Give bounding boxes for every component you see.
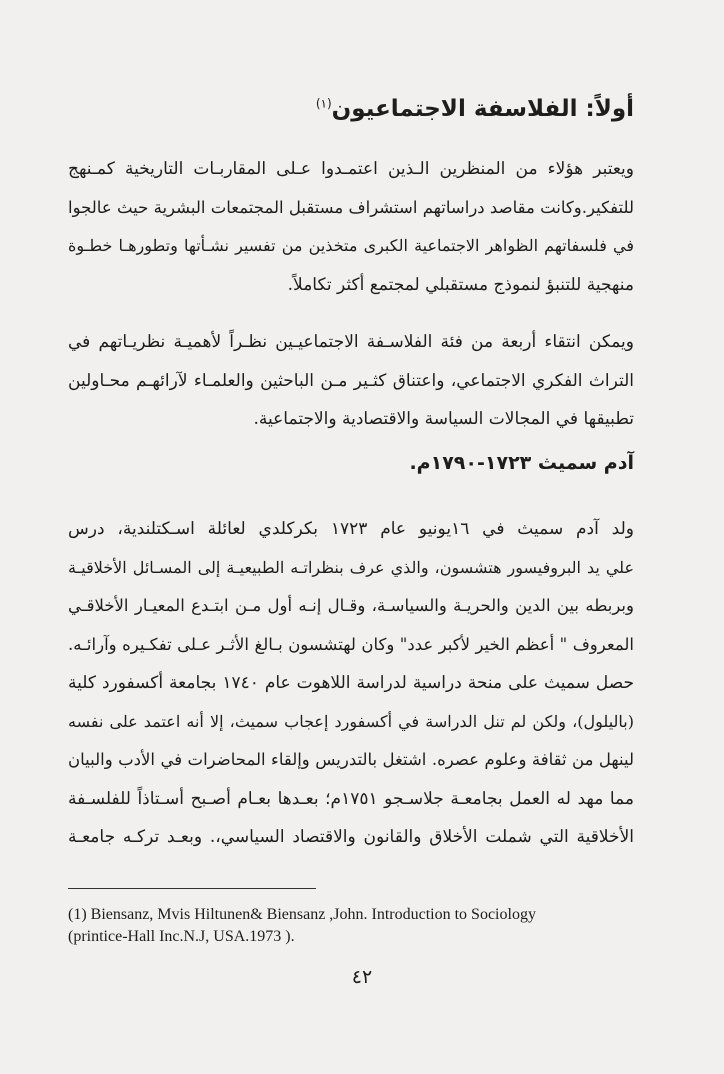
footnote-separator <box>68 888 316 889</box>
paragraph-philosophers <box>68 150 634 304</box>
subheading-adam-smith: آدم سميث ١٧٢٣-١٧٩٠م. <box>409 452 634 474</box>
text-line: الأخلاقية التي شملت الأخلاق والقانون والاقتصاد السياسي،. وبعـد تركـه جامعـة <box>68 827 634 847</box>
footnote-line: (printice-Hall Inc.N.J, USA.1973 ). <box>68 928 295 945</box>
text-line: في فلسفاتهم الظواهر الاجتماعية الكبرى متخذين من تفسير نشـأتها وتطورهـا خطـوة <box>68 236 634 255</box>
section-heading-text: أولاً: الفلاسفة الاجتماعيون <box>331 96 634 122</box>
text-line: للتفكير.وكانت مقاصد دراساتهم استشراف مستقبل المجتمعات البشرية حيث عالجوا <box>68 197 634 217</box>
text-line: مما مهد له العمل بجامعـة جلاسـجو ١٧٥١م؛ بعـدها بعـام أصـبح أسـتاذاً للفلسـفة <box>68 788 634 809</box>
footnote-reference: (١) <box>315 96 332 111</box>
paragraph-selection <box>68 323 634 439</box>
text-line: تطبيقها في المجالات السياسة والاقتصادية والاجتماعية. <box>253 409 634 429</box>
paragraph-adam-smith <box>68 510 634 857</box>
text-line: حصل سميث على منحة دراسية لدراسة اللاهوت عام ١٧٤٠ بجامعة أكسفورد كلية <box>68 673 634 693</box>
page-number: ٤٢ <box>351 966 373 988</box>
text-line: علي يد البروفيسور هتشسون، والذي عرف بنظراتـه الطبيعيـة إلى المسـائل الأخلاقيـة <box>68 557 634 577</box>
text-line: منهجية للتنبؤ لنموذج مستقبلي لمجتمع أكثر تكاملاً. <box>287 274 634 295</box>
text-line: وبربطه بين الدين والحريـة والسياسـة، وقـال إنـه أول مـن ابتـدع المعيـار الأخلاقـي <box>68 596 634 615</box>
text-line: ويعتبر هؤلاء من المنظرين الـذين اعتمـدوا عـلى المقاربـات التاريخية كمـنهج <box>68 159 634 179</box>
text-line: المعروف " أعظم الخير لأكبر عدد" وكان لهتشسون بـالغ الأثـر عـلى تفكـيره وآرائـه. <box>68 634 634 654</box>
footnote-line: (1) Biensanz, Mvis Hiltunen& Biensanz ,John. Introduction to Sociology <box>68 906 536 923</box>
text-line: التراث الفكري الاجتماعي، واعتناق كثـير مـن الباحثين والعلمـاء لآرائهـم محـاولين <box>68 370 634 391</box>
text-line: ولد آدم سميث في ١٦يونيو عام ١٧٢٣ بكركلدي لعائلة اسـكتلندية، درس <box>68 519 634 539</box>
text-line: ويمكن انتقاء أربعة من فئة الفلاسـفة الاجتماعيـين نظـراً لأهميـة نظريـاتهم في <box>68 332 634 352</box>
section-heading <box>316 96 634 122</box>
text-line: لينهل من ثقافة وعلوم عصره. اشتغل بالتدريس وإلقاء المحاضرات في الأدب والبيان <box>68 750 634 769</box>
text-line: (باليلول)، ولكن لم تنل الدراسة في أكسفورد إعجاب سميث، إلا أنه اعتمد على نفسه <box>68 711 634 731</box>
footnote <box>68 904 634 948</box>
